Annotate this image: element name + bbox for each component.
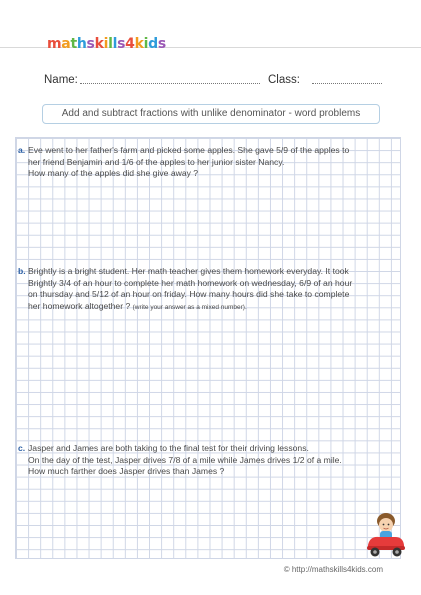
logo-letter: 4 [125,36,135,52]
logo-letter: k [94,36,104,52]
problem-note: (write your answer as a mixed number). [132,303,247,311]
problem-line: her friend Benjamin and 1/6 of the apples to her junior sister Nancy. [28,156,285,167]
problem-line [28,301,384,314]
logo-letter: t [70,36,77,52]
logo-letter: d [148,36,158,52]
logo-letter: k [134,36,144,52]
problem-line-text: her homework altogether ? [28,300,131,311]
problem-c [18,443,384,478]
logo-letter: s [117,36,126,52]
problem-line: Brightly 3/4 of an hour to complete her math homework on wednesday, 6/9 of an hour [28,277,353,288]
logo-letter: i [103,36,109,52]
worksheet-title: Add and subtract fractions with unlike denominator - word problems [42,104,380,124]
problem-b [18,266,384,313]
problem-a [18,145,384,180]
problem-line: On the day of the test, Jasper drives 7/8 of a mile while James drives 1/2 of a mile. [28,454,342,465]
problem-line: Brightly is a bright student. Her math teacher gives them homework everyday. It took [28,266,349,276]
class-label: Class: [268,74,300,86]
logo-letter: a [61,36,71,52]
problem-line: Eve went to her father's farm and picked some apples. She gave 5/9 of the apples to [28,145,350,155]
logo-letter: s [157,36,166,52]
footer-url: © http://mathskills4kids.com [283,565,383,574]
problem-line: Jasper and James are both taking to the final test for their driving lessons. [28,443,309,453]
name-label: Name: [44,74,78,86]
class-field-line[interactable] [312,83,382,84]
logo-letter: s [86,36,95,52]
logo-letter: m [47,36,62,52]
problem-line: How much farther does Jasper drives than James ? [28,466,225,477]
graph-paper-area [15,137,401,559]
logo-letter: h [76,36,87,52]
problem-letter: b. [18,266,26,276]
name-field-line[interactable] [80,83,260,84]
logo-letter: l [108,36,113,52]
logo-letter: l [112,36,118,52]
site-logo [47,36,166,52]
name-class-row [44,74,384,90]
kid-in-car-illustration [365,511,407,559]
logo-letter: i [143,36,149,52]
problem-letter: a. [18,145,26,155]
problem-letter: c. [18,443,26,453]
problem-line: on thursday and 5/12 of an hour on friday. How many hours did she take to complete [28,289,350,300]
problem-line: How many of the apples did she give away ? [28,168,199,179]
